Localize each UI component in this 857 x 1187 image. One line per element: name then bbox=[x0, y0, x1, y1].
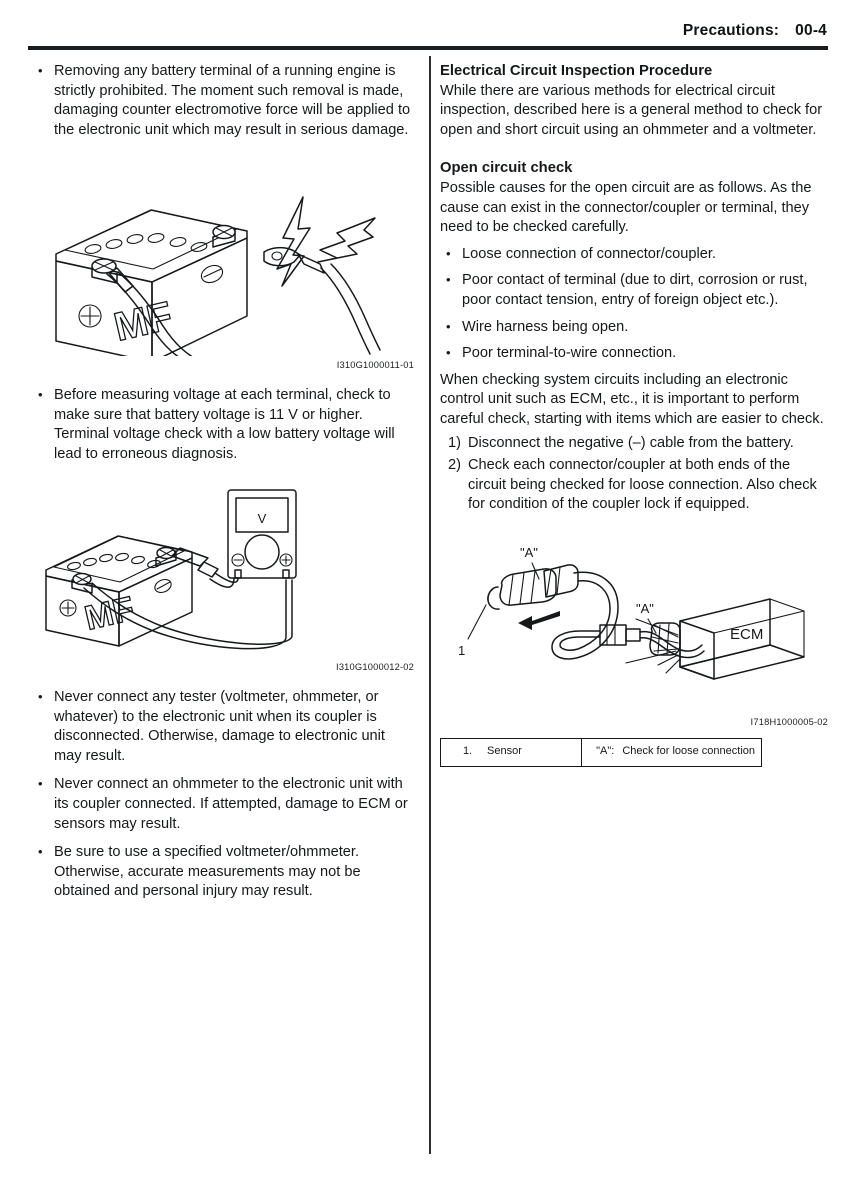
figure-legend-table bbox=[440, 738, 762, 767]
precaution-list-bottom bbox=[32, 688, 414, 902]
list-item: • Removing any battery terminal of a running engine is strictly prohibited. The moment such removal is made, damaging counter electromotive force will be applied to the electronic unit which may result in serious damage. bbox=[32, 62, 414, 140]
right-column bbox=[440, 62, 828, 767]
figure-battery-spark bbox=[32, 156, 414, 376]
causes-paragraph: Possible causes for the open circuit are as follows. As the cause can exist in the connector/coupler or terminal, they need to be checked carefully. bbox=[440, 179, 812, 236]
figure-caption: I310G1000011-01 bbox=[336, 360, 414, 371]
left-column bbox=[32, 62, 414, 902]
figure-caption: I310G1000012-02 bbox=[336, 662, 414, 673]
legend-row-sensor bbox=[441, 739, 582, 766]
svg-text:MF: MF bbox=[81, 590, 138, 639]
callout-a-top-label: "A" bbox=[520, 544, 538, 560]
battery-spark-illustration bbox=[32, 156, 414, 356]
voltmeter-battery-illustration bbox=[32, 478, 414, 658]
precaution-list-mid bbox=[32, 386, 414, 464]
legend-label: Sensor bbox=[487, 745, 522, 758]
step-number: 1) bbox=[448, 434, 461, 451]
list-item: • Be sure to use a specified voltmeter/ohmmeter. Otherwise, accurate measurements may not be obtained and personal injury may result. bbox=[32, 843, 414, 902]
open-circuit-cause-list bbox=[440, 245, 828, 364]
legend-row-check-a bbox=[582, 739, 761, 766]
note-paragraph: When checking system circuits including an electronic control unit such as ECM, etc., it is important to perform careful check, starting with items which are easier to check. bbox=[440, 371, 824, 427]
step-number: 2) bbox=[448, 457, 461, 474]
list-item: • Wire harness being open. bbox=[440, 318, 828, 338]
precaution-list-top bbox=[32, 62, 414, 140]
heading-electrical-circuit-inspection: Electrical Circuit Inspection Procedure bbox=[440, 63, 713, 79]
header-rule bbox=[28, 46, 828, 50]
list-item: • Before measuring voltage at each terminal, check to make sure that battery voltage is 11 V or higher. Terminal voltage check with a low battery voltage will lead to erroneous diagnosis. bbox=[32, 386, 414, 464]
svg-text:MF: MF bbox=[110, 294, 177, 351]
list-item: • Poor terminal-to-wire connection. bbox=[440, 344, 828, 364]
list-item: • Never connect any tester (voltmeter, ohmmeter, or whatever) to the electronic unit when its coupler is disconnected. Otherwise, damage to electronic unit may result. bbox=[32, 688, 414, 766]
figure-caption: I718H1000005-02 bbox=[750, 716, 828, 727]
list-item bbox=[440, 456, 828, 515]
open-circuit-steps bbox=[440, 434, 828, 515]
step-text: Disconnect the negative (–) cable from the battery. bbox=[468, 434, 794, 451]
page-header bbox=[683, 22, 827, 40]
step-text: Check each connector/coupler at both ends of the circuit being checked for loose connection. Also check for condition of the coupler lock if equipped. bbox=[468, 457, 817, 513]
intro-paragraph: While there are various methods for electrical circuit inspection, described here is a general method to check for open and short circuit using an ohmmeter and a voltmeter. bbox=[440, 82, 823, 138]
ecm-label: ECM bbox=[730, 625, 764, 643]
list-item bbox=[440, 434, 828, 454]
page-section-title: Precautions: bbox=[682, 22, 780, 39]
list-item: • Poor contact of terminal (due to dirt, corrosion or rust, poor contact tension, entry of foreign object etc.). bbox=[440, 271, 828, 310]
meter-display-label: V bbox=[257, 511, 267, 527]
figure-voltmeter-battery bbox=[32, 478, 414, 678]
legend-key: 1. bbox=[463, 745, 473, 758]
legend-key: "A": bbox=[596, 745, 615, 758]
list-item: • Never connect an ohmmeter to the electronic unit with its coupler connected. If attempted, damage to ECM or sensors may result. bbox=[32, 775, 414, 834]
legend-label: Check for loose connection bbox=[622, 745, 755, 758]
callout-a-bottom-label: "A" bbox=[636, 600, 654, 616]
list-item: • Loose connection of connector/coupler. bbox=[440, 245, 828, 265]
figure-ecm-coupler bbox=[440, 533, 828, 767]
callout-1-label: 1 bbox=[458, 642, 466, 658]
heading-open-circuit-check: Open circuit check bbox=[440, 160, 573, 177]
page-number: 00-4 bbox=[795, 22, 827, 39]
column-divider bbox=[429, 56, 431, 1154]
ecm-coupler-illustration bbox=[440, 533, 828, 713]
